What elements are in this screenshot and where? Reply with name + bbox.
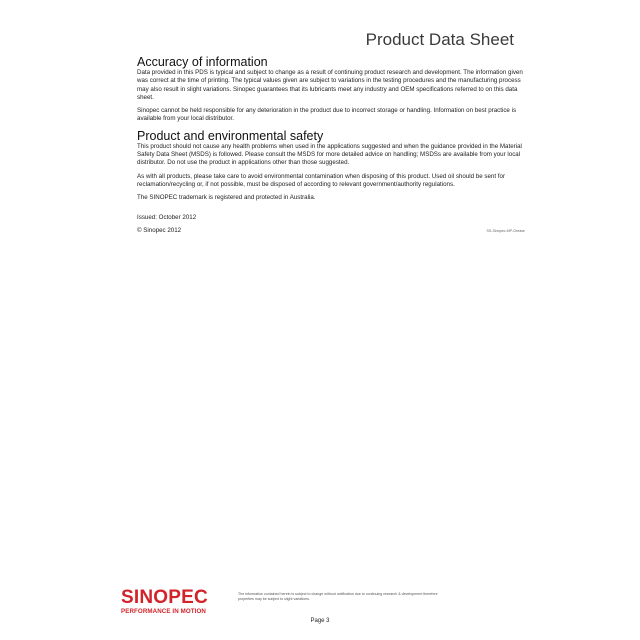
logo-tagline: PERFORMANCE IN MOTION — [121, 608, 206, 615]
logo-wordmark: SINOPEC — [121, 587, 208, 608]
section-accuracy-of-information — [137, 55, 525, 124]
footer-disclaimer: The information contained herein is subject to change without notification due to continuing research & development therefore properties may be subject to slight variations. — [238, 592, 438, 601]
copyright-notice: © Sinopec 2012 — [137, 226, 182, 234]
section-heading: Product and environmental safety — [137, 128, 324, 143]
paragraph: This product should not cause any health problems when used in the applications suggested and when the guidance provided in the Material Safety Data Sheet (MSDS) is followed. Please consult the MSDS for more detailed advice on handling; MSDSs are available from your local distributor. Do not use the product in applications other than those suggested. — [137, 142, 522, 167]
page-number: Page 3 — [310, 618, 330, 624]
reference-code: SS-Sinopec-MP-Grease — [486, 228, 525, 233]
paragraph: The SINOPEC trademark is registered and protected in Australia. — [137, 194, 316, 202]
paragraph: Data provided in this PDS is typical and subject to change as a result of continuing product research and development. The information given was correct at the time of printing. The typical values given are subject to variations in the testing procedures and the manufacturing process may also result in slight variations. Sinopec guarantees that its lubricants meet any industry and OEM specifications referred to on this data sheet. — [137, 69, 523, 101]
paragraph: As with all products, please take care to avoid environmental contamination when disposing of this product. Used oil should be sent for reclamation/recycling or, if not possible, must be disposed of according to relevant government/authority regulations. — [137, 172, 506, 188]
sinopec-logo — [121, 588, 231, 616]
paragraph: Sinopec cannot be held responsible for any deterioration in the product due to incorrect storage or handling. Information on best practice is available from your local distributor. — [137, 107, 517, 123]
issued-date: Issued: October 2012 — [137, 213, 197, 221]
document-body — [137, 55, 525, 235]
section-product-and-environmental-safety — [137, 129, 525, 203]
page-title: Product Data Sheet — [365, 30, 514, 49]
section-heading: Accuracy of information — [137, 55, 268, 69]
copyright-row — [137, 227, 525, 235]
